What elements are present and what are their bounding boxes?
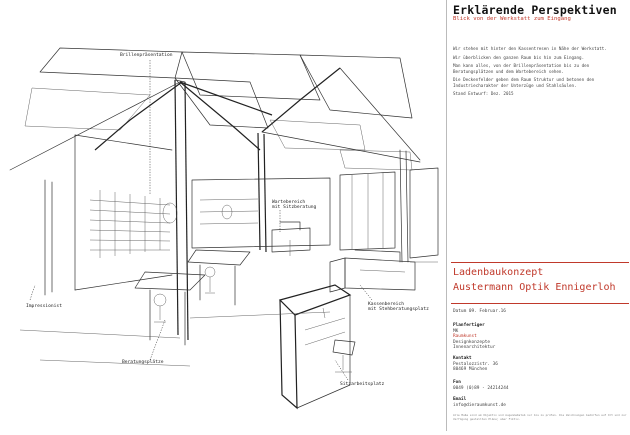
description-para: Stand Entwurf: Dez. 2015 xyxy=(453,91,514,97)
phone-label: Fon xyxy=(453,380,461,385)
consultation-tables xyxy=(135,250,250,345)
planner-company: Raumkunst xyxy=(453,334,477,340)
project-title: Ladenbaukonzept xyxy=(453,267,544,278)
planner-line2: Innenarchitektur xyxy=(453,345,496,351)
email-label: Email xyxy=(453,397,467,402)
leader-lines xyxy=(30,60,372,380)
label-sitz: Sitzarbeitsplatz xyxy=(340,382,385,387)
planner-block xyxy=(453,323,627,351)
label-beratung: Beratungsplätze xyxy=(122,360,164,365)
description-block xyxy=(453,46,627,100)
date-line: Datum 09. Februar.16 xyxy=(453,309,506,314)
planner-line1: Designkonzepte xyxy=(453,339,491,345)
label-kassen: Kassenbereich mit Stehberatungsplatz xyxy=(368,302,429,313)
footnote: Alle Maße sind am Objektiv und Augenmaßstab nur bis zu prüfen. Die Zeichnungen bedürfen auf Ort und zur Verfügung gestellten Pläne; aber Fiktiv. xyxy=(453,413,627,421)
description-para: Die Deckenfelder geben dem Raum Struktur und betonen den Industriecharakter der Unterzüge und Stahlsäulen. xyxy=(453,77,595,88)
floor-lines xyxy=(20,262,438,366)
contact-block xyxy=(453,356,627,373)
ceiling-panels xyxy=(25,48,412,170)
sitz-counter xyxy=(280,285,355,408)
planner-label: Planfertiger xyxy=(453,323,485,328)
cash-desk xyxy=(330,250,415,292)
project-client: Austermann Optik Ennigerloh xyxy=(453,282,616,293)
phone-block xyxy=(453,380,627,391)
sheet-subtitle: Blick von der Werkstatt zum Eingang xyxy=(453,16,571,22)
label-impressionist: Impressionist xyxy=(26,304,62,309)
phone-value: 0049 (0)89 - 24214244 xyxy=(453,385,509,391)
description-para: Wir stehen mit hinter den Kassentresen in Nähe der Werkstatt. xyxy=(453,46,607,51)
brillen-wall xyxy=(45,135,232,295)
label-warte: Wartebereich mit Sitzberatung xyxy=(272,200,317,211)
contact-city: 80469 München xyxy=(453,367,488,373)
waiting-area xyxy=(272,222,310,256)
label-brillen: Brillenpräsentation xyxy=(120,53,173,58)
description-para: Man kann alles, von der Brillenpräsentation bis zu den Beratungsplätzen und dem Wartebereich sehen. xyxy=(453,63,590,74)
planner-initials: MK xyxy=(453,328,459,334)
title-block xyxy=(446,0,630,431)
email-block xyxy=(453,397,627,408)
description-para: Wir überblicken den ganzen Raum bis hin zum Eingang. xyxy=(453,54,585,60)
sheet-title: Erklärende Perspektiven xyxy=(453,3,617,17)
email-value: info@dieraumkunst.de xyxy=(453,402,506,408)
roof-beams xyxy=(10,68,420,170)
contact-label: Kontakt xyxy=(453,356,472,361)
project-box xyxy=(451,262,629,304)
contact-street: Pestalozzistr. 36 xyxy=(453,361,498,367)
